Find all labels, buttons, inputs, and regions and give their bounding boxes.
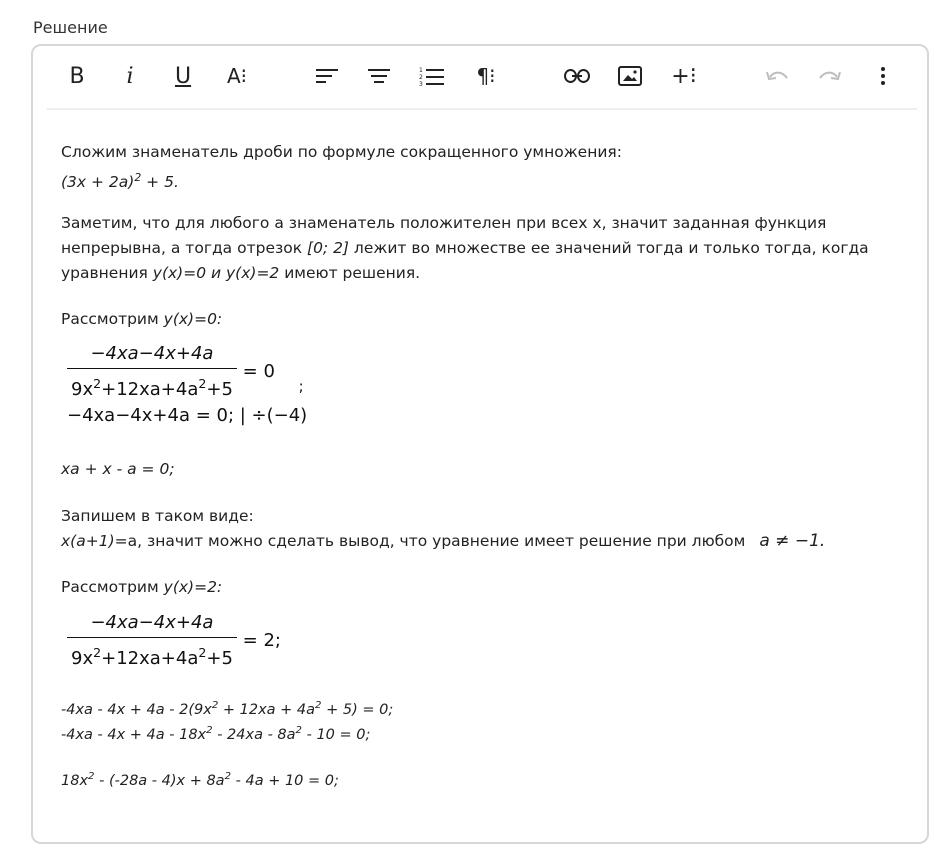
undo-button[interactable] [759, 58, 795, 94]
underline-button[interactable]: U [174, 63, 192, 89]
editor-toolbar [47, 46, 917, 110]
redo-icon [818, 69, 842, 83]
align-left-icon [316, 67, 338, 85]
italic-button[interactable]: i [126, 63, 134, 89]
text-line: Сложим знаменатель дроби по формуле сокращенного умножения: [61, 143, 622, 161]
text-line: Запишем в таком виде: [61, 507, 254, 525]
link-icon [564, 69, 590, 83]
svg-text:1: 1 [419, 67, 423, 74]
formula-fraction: $\frac{-4xa-4x+4a}{9x^2+12xa+4a^2+5}$ = 0 $_;$ [67, 341, 304, 402]
text-line: уравнения y(x)=0 и y(x)=2 имеют решения. [61, 264, 421, 282]
align-center-icon [368, 67, 390, 85]
ordered-list-button[interactable] [414, 58, 450, 94]
link-button[interactable] [559, 58, 595, 94]
paragraph-button[interactable]: ¶⁝ [476, 64, 496, 88]
text-line: непрерывна, а тогда отрезок [0; 2] лежит во множестве ее значений тогда и только тогда, когда [61, 239, 869, 257]
text-line: Заметим, что для любого a знаменатель положителен при всех x, значит заданная функция [61, 214, 827, 232]
formula-line: −4xa−4x+4a = 0; | ÷(−4) [67, 405, 308, 426]
insert-button[interactable]: +⁝ [671, 63, 697, 89]
expression-line: $18x^2 - (-28a - 4)x + 8a^2 - 4a + 10 = 0$; [61, 771, 339, 789]
redo-button[interactable] [812, 58, 848, 94]
bold-button[interactable]: B [69, 63, 85, 89]
undo-icon [765, 69, 789, 83]
expression-line: $(3x + 2a)^2 + 5$. [61, 171, 179, 192]
formula-fraction: $\frac{-4xa-4x+4a}{9x^2+12xa+4a^2+5}$ = 2; [67, 610, 281, 671]
text-line: Рассмотрим y(x)=2: [61, 578, 223, 596]
expression-line: $-4xa - 4x + 4a - 18x^2 - 24xa - 8a^2 - 10 = 0$; [61, 725, 371, 743]
more-vertical-icon [880, 66, 886, 86]
align-center-button[interactable] [361, 58, 397, 94]
image-icon [618, 66, 642, 86]
font-style-button[interactable]: A⁝ [226, 64, 248, 88]
expression-line: xa + x - a = 0; [61, 460, 175, 478]
rich-text-editor[interactable] [31, 44, 929, 844]
svg-text:2: 2 [419, 74, 423, 81]
align-left-button[interactable] [309, 58, 345, 94]
image-button[interactable] [612, 58, 648, 94]
expression-line: $-4xa - 4x + 4a - 2(9x^2 + 12xa + 4a^2 + 5) = 0$; [61, 700, 394, 718]
ordered-list-icon [419, 66, 445, 86]
svg-text:3: 3 [419, 81, 423, 86]
text-line: Рассмотрим y(x)=0: [61, 310, 223, 328]
field-label: Решение [33, 18, 108, 37]
more-options-button[interactable] [865, 58, 901, 94]
text-line: x(a+1)=а, значит можно сделать вывод, что уравнение имеет решение при любом a ≠ −1. [61, 531, 826, 551]
